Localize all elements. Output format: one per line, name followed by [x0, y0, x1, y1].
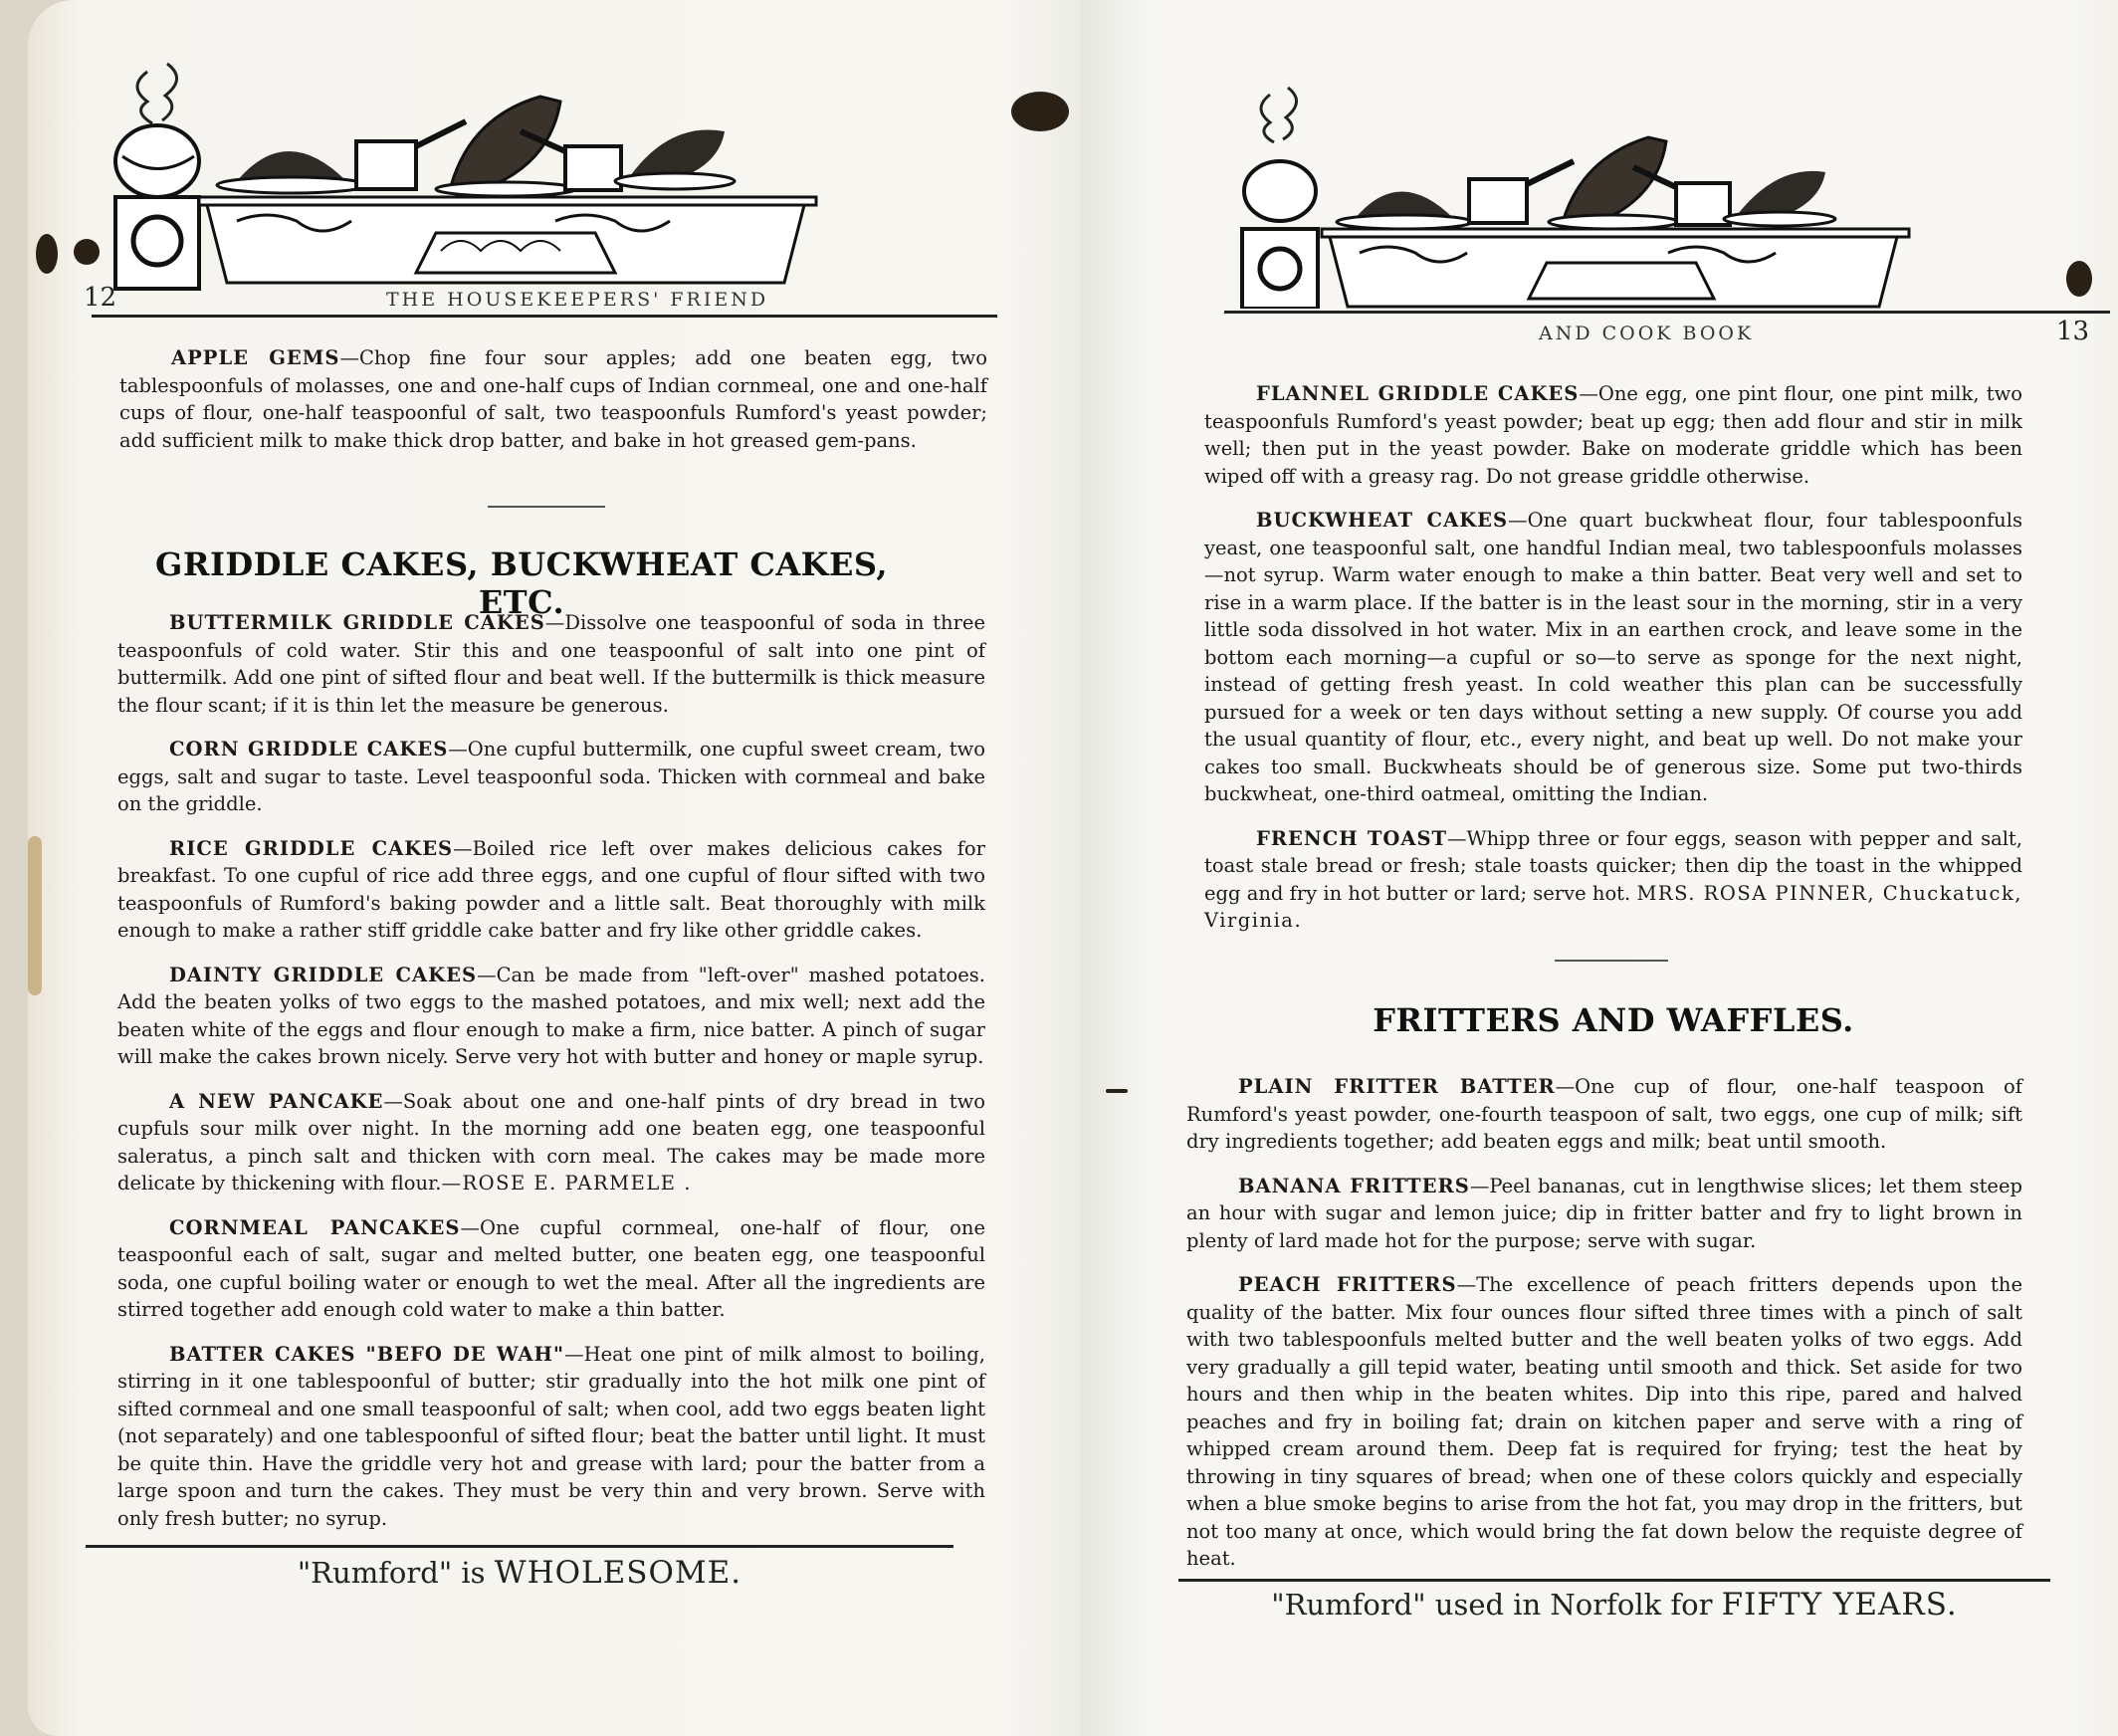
page-number: 12 [84, 283, 117, 313]
recipe-flannel-griddle-cakes: FLANNEL GRIDDLE CAKES—One egg, one pint flour, one pint milk, two teaspoonfuls Rumford's yeast powder; beat up egg; then add flour and stir in milk well; then put in the yeast powder. Bake on moderate griddle which has been wiped off with a greasy rag. Do not grease griddle otherwise. [1204, 382, 2023, 488]
section-title: FRITTERS AND WAFFLES. [1373, 1001, 1854, 1039]
recipe-list-top [1204, 380, 2022, 952]
ham-icon [1549, 137, 1678, 229]
saucepan-icon [1469, 161, 1574, 223]
recipe-buckwheat-cakes: BUCKWHEAT CAKES—One quart buckwheat flour, four tablespoonfuls yeast, one teaspoonful salt, one handful Indian meal, two tablespoonfuls molasses—not syrup. Warm water enough to make a thin batter. Beat very well and set to rise in a warm place. If the batter is in the least sour in the morning, stir in a very little soda dissolved in hot water. Mix in an earthen crock, and leave some in the bottom each morning—a cupful or so—to serve as sponge for the next night, instead of getting fresh yeast. In cold weather this plan can be successfully pursued for a week or ten days without setting a new supply. Of course you add the usual quantity of flour, etc., every night, and beat up well. Do not make your cakes too small. Buckwheats should be of generous size. Some put two-thirds buckwheat, one-third oatmeal, omitting the Indian. [1204, 509, 2022, 805]
page-footer [1178, 1587, 2050, 1623]
header-rule [92, 315, 997, 318]
recipe-buttermilk-griddle-cakes: BUTTERMILK GRIDDLE CAKES—Dissolve one teaspoonful of soda in three teaspoonfuls of cold water. Stir this and one teaspoonful of salt into one pint of buttermilk. Add one pint of sifted flour and beat well. If the buttermilk is thick measure the flour scant; if it is thin let the measure be generous. [117, 611, 985, 717]
saucepan-icon [356, 121, 466, 189]
steaming-pot-icon [1242, 88, 1318, 309]
footer-emphasis: WHOLESOME. [494, 1555, 742, 1591]
recipe-apple-gems: APPLE GEMS—Chop fine four sour apples; add one beaten egg, two tablespoonfuls of molasses, one and one-half cups of Indian cornmeal, one and one-half cups of flour, one-half teaspoonful of salt, two teaspoonfuls Rumford's yeast powder; add sufficient milk to make thick drop batter, and bake in hot greased gem-pans. [119, 346, 987, 452]
recipe-rice-griddle-cakes: RICE GRIDDLE CAKES—Boiled rice left over makes delicious cakes for breakfast. To one cupful of rice add three eggs, and one cupful of flour sifted with two teaspoonfuls of Rumford's baking powder and a little salt. Beat thoroughly with milk enough to make a rather stiff griddle cake batter and fry like other griddle cakes. [117, 836, 985, 942]
running-head: AND COOK BOOK [1539, 323, 1755, 344]
running-head: THE HOUSEKEEPERS' FRIEND [386, 289, 769, 311]
recipe-french-toast: FRENCH TOAST—Whipp three or four eggs, season with pepper and salt, toast stale bread or fresh; stale toasts quicker; then dip the toast in the whipped egg and fry in hot butter or lard; serve hot. MRS. ROSA PINNER, Chuckatuck, Virginia. [1204, 826, 2022, 932]
footer-rule [86, 1545, 953, 1548]
saucepan-icon [521, 131, 621, 190]
recipe-peach-fritters: PEACH FRITTERS—The excellence of peach fritters depends upon the quality of the batter. Mix four ounces flour sifted three times with a pinch of salt with two tablespoonfuls melted butter and the well beaten yolks of two eggs. Add very gradually a gill tepid water, beating until smooth and thick. Set aside for two hours and then whip in the beaten whites. Dip into this ripe, pared and halved peaches and fry in boiling fat; drain on kitchen paper and serve with a ring of whipped cream around them. Deep fat is required for frying; test the heat by throwing in tiny squares of bread; when one of these colors quickly and especially when a blue smoke begins to arise from the hot fat, you may drop in the fritters, but not too many at once, which would bring the fat down below the requiste degree of heat. [1186, 1273, 2022, 1570]
page-edge-stain [28, 836, 42, 995]
ink-stain [36, 234, 58, 274]
kitchen-shelf-illustration [98, 52, 1023, 291]
recipe-batter-cakes: BATTER CAKES "BEFO DE WAH"—Heat one pint of milk almost to boiling, stirring in it one tablespoonful of butter; stir gradually into the hot milk one pint of sifted cornmeal and one small teaspoonful of salt; when cool, add two eggs beaten light (not separately) and one tablespoonful of sifted flour; beat the batter until light. It must be quite thin. Have the griddle very hot and grease with lard; pour the batter from a large spoon and turn the cakes. They must be very thin and very brown. Serve with only fresh butter; no syrup. [117, 1342, 985, 1530]
fish-platter-icon [1724, 171, 1835, 226]
recipe-a-new-pancake: A NEW PANCAKE—Soak about one and one-half pints of dry bread in two cupfuls sour milk over night. In the morning add one beaten egg, one teaspoonful saleratus, a pinch salt and thicken with corn meal. The cakes may be made more delicate by thickening with flour.—ROSE E. PARMELE . [117, 1089, 985, 1194]
section-title: GRIDDLE CAKES, BUCKWHEAT CAKES, ETC. [155, 545, 888, 621]
page-footer [86, 1555, 953, 1591]
footer-emphasis: FIFTY YEARS. [1721, 1587, 1958, 1623]
header-rule [1224, 311, 2110, 314]
recipe-cornmeal-pancakes: CORNMEAL PANCAKES—One cupful cornmeal, one-half of flour, one teaspoonful each of salt, sugar and melted butter, one beaten egg, one teaspoonful soda, one cupful boiling water or enough to wet the meal. After all the ingredients are stirred together add enough cold water to make a thin batter. [117, 1215, 986, 1321]
footer-text: "Rumford" used in Norfolk for [1271, 1588, 1713, 1622]
recipe-list [117, 609, 985, 1549]
ink-mark [1106, 1089, 1128, 1093]
roast-platter-icon [217, 151, 366, 193]
page-number: 13 [2056, 317, 2090, 346]
recipe-list-top [119, 344, 987, 471]
section-divider [1555, 960, 1668, 962]
recipe-banana-fritters: BANANA FRITTERS—Peel bananas, cut in lengthwise slices; let them steep an hour with sugar and lemon juice; dip in fritter batter and fry to light brown in plenty of lard made hot for the purpose; serve with sugar. [1186, 1174, 2022, 1252]
steaming-pot-icon [115, 64, 199, 289]
recipe-list [1186, 1073, 2022, 1590]
ink-stain [74, 239, 100, 265]
fish-platter-icon [615, 129, 735, 189]
recipe-signature: —ROSE E. PARMELE . [441, 1172, 692, 1194]
kitchen-shelf-illustration [1230, 80, 2106, 309]
left-page [28, 0, 1081, 1736]
section-divider [488, 506, 605, 508]
right-page [1081, 0, 2118, 1736]
section-heading-wrap [1204, 1001, 2022, 1039]
recipe-dainty-griddle-cakes: DAINTY GRIDDLE CAKES—Can be made from "left-over" mashed potatoes. Add the beaten yolks of two eggs to the mashed potatoes, and mix well; next add the beaten white of the eggs and flour enough to make a firm, nice batter. A pinch of sugar will make the cakes brown nicely. Serve very hot with butter and honey or maple syrup. [117, 963, 985, 1068]
footer-text: "Rumford" is [297, 1556, 486, 1590]
footer-rule [1178, 1579, 2050, 1582]
roast-platter-icon [1337, 192, 1472, 230]
ink-stain [1011, 92, 1069, 131]
recipe-signature: MRS. ROSA PINNER, Chuckatuck, Virginia. [1204, 881, 2022, 932]
recipe-plain-fritter-batter: PLAIN FRITTER BATTER—One cup of flour, one-half teaspoon of Rumford's yeast powder, one-fourth teaspoon of salt, two eggs, one cup of milk; sift dry ingredients together; add beaten eggs and milk; beat until smooth. [1186, 1075, 2022, 1153]
recipe-corn-griddle-cakes: CORN GRIDDLE CAKES—One cupful buttermilk, one cupful sweet cream, two eggs, salt and sugar to taste. Level teaspoonful soda. Thicken with cornmeal and bake on the griddle. [117, 738, 985, 815]
